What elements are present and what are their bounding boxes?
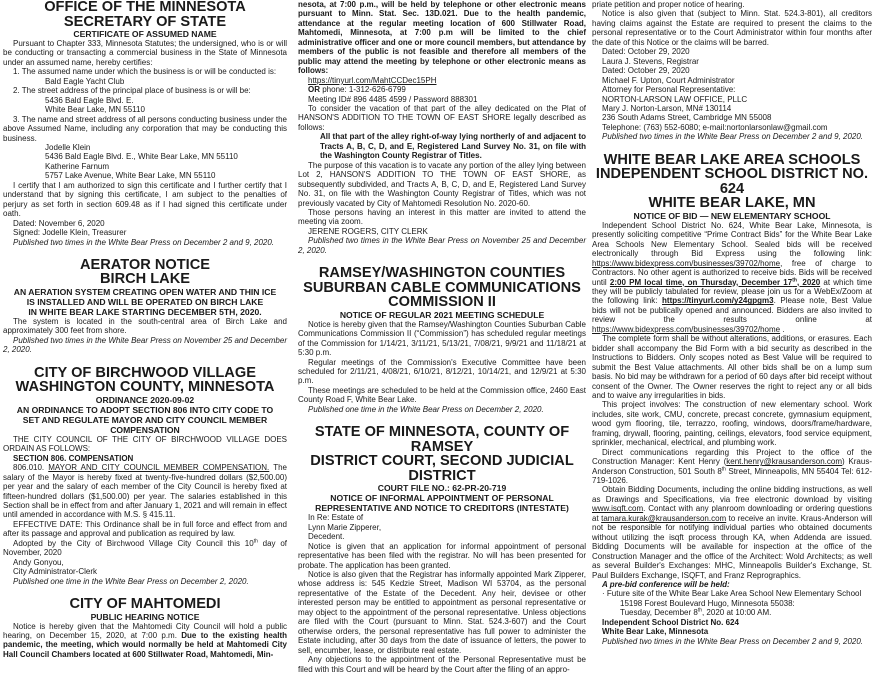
notice-district-court-continued xyxy=(592,0,872,142)
publication-note: Published one time in the White Bear Press on December 2, 2020. xyxy=(308,404,544,414)
paragraph: Those persons having an interest in this matter are invited to attend the meeting via zoom. xyxy=(298,207,586,227)
publication-note: Published two times in the White Bear Press on November 25 and December 2, 2020. xyxy=(298,236,586,255)
paragraph: The system is located in the south-central area of Birch Lake and approximately 300 feet from shore. xyxy=(3,316,287,336)
adopted-text: day of November, 2020 xyxy=(3,538,288,558)
column-3 xyxy=(592,0,872,646)
notice-aerator xyxy=(3,258,287,355)
dated: Dated: November 6, 2020 xyxy=(13,218,105,228)
paragraph: This project involves: The construction of new elementary school. Work includes, site work, CMU, concrete, precast concrete, gymnasium equipment, wood gym flooring, tile, terrazzo, roofing, windows, doors/frame/hardware, framing, drywall, flooring, painting, ceilings, elevators, food service equipment, sprinkler, mechanical, electrical, and plumbing work. xyxy=(592,400,872,448)
paragraph xyxy=(592,448,872,486)
notice-secretary-of-state xyxy=(3,0,287,247)
notice-subtitle: REPRESENTATIVE AND NOTICE TO CREDITORS (INTESTATE) xyxy=(315,503,569,514)
paragraph-text: . xyxy=(780,324,785,334)
email-link[interactable]: kent.henry@krausanderson.com xyxy=(726,457,842,467)
notice-title: BIRCH LAKE xyxy=(100,271,190,288)
paragraph: I certify that I am authorized to sign this certificate and I further certify that I understand that by signing this certificate, I am subject to the penalties of perjury as set forth in section 609.48 as if I had signed this certificate under oath. xyxy=(3,180,287,219)
paragraph: Notice is given that an application for informal appointment of personal representative has been filed with the registrar. No will has been presented for probate. The application has been granted. xyxy=(298,541,586,570)
notice-title: WASHINGTON COUNTY, MINNESOTA xyxy=(15,379,275,396)
legal-description: All that part of the alley right-of-way lying northerly of and adjacent to Tracts A, B, C, D, and E, Registered Land Survey No. 31, on file with the Washington County Registrar of Titles. xyxy=(320,132,586,161)
paragraph: To consider the vacation of that part of the alley dedicated on the Plat of HANSON'S ADDITION TO THE TOWN OF EAST SHORE legally described as follows: xyxy=(298,103,586,132)
paragraph-text: , free of charge to Contractors. No other agent is authorized to receive bids. Bids will be received until xyxy=(592,258,872,287)
dated: Dated: October 29, 2020 xyxy=(602,47,690,57)
section-number: 806.010. xyxy=(13,463,49,473)
superscript: th xyxy=(253,538,258,545)
notice-title: RAMSEY/WASHINGTON COUNTIES xyxy=(318,265,566,282)
notice-subtitle: AN ORDINANCE TO ADOPT SECTION 806 INTO CITY CODE TO xyxy=(16,404,274,415)
column-2 xyxy=(298,0,586,674)
paragraph: priate petition and proper notice of hearing. xyxy=(592,0,745,9)
webex-link[interactable]: https://tinyurl.com/y24gpgm3 xyxy=(662,296,774,306)
paragraph: Pursuant to Chapter 333, Minnesota Statutes; the undersigned, who is or will be conducting or transacting a commercial business in the State of Minnesota under an assumed name, hereby certifies: xyxy=(3,39,287,67)
prebid-heading: A pre-bid conference will be held: xyxy=(602,580,730,590)
paragraph: Notice is hereby given that the Ramsey/Washington Counties Suburban Cable Communications Commission II (“Commission”) has scheduled regular meetings of the Commission for 1/14/21, 3/11/21, 5/13/21, 7/08/21, 9/9/21 and 11/18/21 at 5:30 p.m. xyxy=(298,319,586,358)
notice-subtitle: NOTICE OF BID — NEW ELEMENTARY SCHOOL xyxy=(633,210,831,221)
notice-title: INDEPENDENT SCHOOL DISTRICT NO. 624 xyxy=(595,166,869,197)
phone-line xyxy=(298,85,586,94)
paragraph: Regular meetings of the Commission's Executive Committee have been scheduled for 2/11/21, 4/08/21, 6/10/21, 8/12/21, 10/14/21, and 12/9/21 at 5:30 p.m. xyxy=(298,357,586,386)
publication-note: Published one time in the White Bear Press on December 2, 2020. xyxy=(13,576,249,586)
notice-title: DISTRICT COURT, SECOND JUDICIAL DISTRICT xyxy=(310,453,574,484)
paragraph-text: Notice is hereby given that the Mahtomedi City Council will hold a public hearing, on December 15, 2020, at 7:00 p.m. xyxy=(3,621,287,640)
court-administrator: Michael F. Upton, Court Administrator xyxy=(602,75,735,85)
notice-subtitle: SET AND REGULATE MAYOR AND CITY COUNCIL MEMBER xyxy=(22,414,268,425)
estate-line: Decedent. xyxy=(308,532,345,542)
estate-line: In Re: Estate of xyxy=(308,513,364,523)
dated: Dated: October 29, 2020 xyxy=(602,66,690,76)
meeting-id: Meeting ID# 896 4485 4599 / Password 888301 xyxy=(308,94,478,104)
attorney-address: 236 South Adams Street, Cambridge MN 55008 xyxy=(602,113,772,123)
address-line: 5436 Bald Eagle Blvd. E. xyxy=(45,95,134,105)
notice-title: COMMISSION II xyxy=(388,294,496,311)
paragraph xyxy=(3,463,287,520)
person-name: Katherine Farnum xyxy=(45,161,110,171)
notice-subtitle: NOTICE OF INFORMAL APPOINTMENT OF PERSONAL xyxy=(330,493,554,504)
publication-note: Published two times in the White Bear Press on December 2 and 9, 2020. xyxy=(602,132,864,142)
section-text: The salary of the Mayor is hereby fixed at twenty-five-hundred dollars ($2,500.00) per year and the salary of each member of the City Council is hereby fixed at fifteen-hundred dollars ($1,500.00) per year. The salaries established in this Section shall be in effect from and after January 1, 2021 and will remain in effect until amended in accordance with M.S. § 415.11. xyxy=(3,463,287,520)
paragraph: The purpose of this vacation is to vacate any portion of the alley lying between Lot 2, HANSON'S ADDITION TO THE TOWN OF EAST SHORE, as subsequently subdivided, and Tracts A, B, C, D, and E, Registered Land Survey No. 31, on file with the Washington County Registrar of Titles, which was not previously vacated by City of Mahtomedi Resolution No. 2020-60. xyxy=(298,160,586,208)
paragraph xyxy=(592,221,872,334)
paragraph: Any objections to the appointment of the Personal Representative must be filed with this Court and will be heard by the Court after the filing of an appro- xyxy=(298,655,586,674)
prebid-address: 15198 Forest Boulevard Hugo, Minnesota 55038: xyxy=(620,598,795,608)
notice-title: WHITE BEAR LAKE AREA SCHOOLS xyxy=(603,151,861,168)
notice-birchwood xyxy=(3,366,287,586)
paragraph xyxy=(3,539,287,558)
paragraph-text: . Please note, Best Value bids will not be publically opened and announced. Bidders are also invited to review the results online at xyxy=(592,296,872,325)
signed: Signed: Jodelle Klein, Treasurer xyxy=(13,228,127,238)
bidexpress-link[interactable]: https://www.bidexpress.com/businesses/39702/home xyxy=(592,258,781,268)
notice-title: OFFICE OF THE MINNESOTA xyxy=(44,0,246,15)
prebid-location: · Future site of the White Bear Lake Area School New Elementary School xyxy=(602,589,862,599)
phone-number: phone: 1-312-626-6799 xyxy=(320,85,406,95)
signer-name: Andy Gonyou, xyxy=(13,557,64,567)
paragraph-bold-text: nesota, at 7:00 p.m., will be held by telephone or other electronic means pursuant to Minn. Stat. Sec. 13D.021. Due to the health pandemic, attendance at the regular meeting location of 600 Stillwater Road, Mahtomedi, Minnesota, at 7:00 p.m will be limited to the chief administrative officer and one or more council members, but attendance by members of the public is not feasible and therefore all members of the public may attend the meeting by telephone or other electronic means as follows: xyxy=(298,0,586,76)
attorney-contact: Telephone: (763) 552-6080; e-mail:nortonlarsonlaw@gmail.com xyxy=(602,122,828,132)
date-text: , 2020 at 10:00 AM. xyxy=(701,608,772,618)
paragraph-text: Street, Minneapolis, MN 55404 Tel: 612-719-1026. xyxy=(592,466,872,486)
meeting-link[interactable]: https://tinyurl.com/MahtCCDec15PH xyxy=(308,75,437,85)
superscript: th xyxy=(792,276,797,283)
notice-subtitle: CERTIFICATE OF ASSUMED NAME xyxy=(73,29,217,39)
paragraph: Notice is also given that (subject to Minn. Stat. 524.3-801), all creditors having claims against the Estate are required to present the claims to the personal representative or to the Court Administrator within four months after the date of this Notice or the claims will be barred. xyxy=(592,9,872,47)
notice-mahtomedi-continued xyxy=(298,0,586,255)
paragraph-text: at which time they will be publicly tabulated for review, please join us for a WebEx/Zoom at the following link: xyxy=(592,277,873,306)
paragraph xyxy=(592,485,872,580)
section-title: MAYOR AND CITY COUNCIL MEMBER COMPENSATION. xyxy=(48,463,270,473)
superscript: th xyxy=(721,465,726,472)
notice-subtitle: IS INSTALLED AND WILL BE OPERATED ON BIRCH LAKE xyxy=(26,296,264,307)
notice-title: WHITE BEAR LAKE, MN xyxy=(648,195,816,212)
person-address: 5757 Lake Avenue, White Bear Lake, MN 55110 xyxy=(45,171,216,181)
court-file-number: COURT FILE NO.: 62-PR-20-719 xyxy=(377,483,507,494)
date-text: Tuesday, December 8 xyxy=(620,608,698,618)
notice-title: SECRETARY OF STATE xyxy=(63,13,227,30)
results-link[interactable]: https://www.bidexpress.com/businesses/39702/home xyxy=(592,324,781,334)
signature-city: White Bear Lake, Minnesota xyxy=(602,627,709,637)
notice-subtitle: AN AERATION SYSTEM CREATING OPEN WATER AND THIN ICE xyxy=(13,286,277,297)
attorney-name: Mary J. Norton-Larson, MN# 130114 xyxy=(602,103,732,113)
adopted-text: Adopted by the City of Birchwood Village City Council this 10 xyxy=(13,538,254,548)
paragraph: The complete form shall be without alterations, additions, or erasures. Each bidder shall accompany the Bid Form with a bid security as described in the Instructions to Bidders. Only scopes noted as Best Value will be required to submit the Best Value attachments. All other bids shall be on a lump sum basis. No bid may be withdrawn for a period of 60 days after bid receipt without consent of the Owner. The Owner reserves the right to reject any or all bids and to waive any irregularities in bids. xyxy=(592,334,872,400)
notice-subtitle: IN WHITE BEAR LAKE STARTING DECEMBER 5TH, 2020. xyxy=(28,306,262,317)
notice-title: STATE OF MINNESOTA, COUNTY OF RAMSEY xyxy=(314,424,570,455)
publication-note: Published two times in the White Bear Press on November 25 and December 2, 2020. xyxy=(3,335,287,355)
bid-deadline xyxy=(610,278,820,287)
notice-subtitle: COMPENSATION xyxy=(110,424,180,435)
ordinance-number: ORDINANCE 2020-09-02 xyxy=(95,394,195,405)
deadline-text: , 2020 xyxy=(796,277,821,287)
paragraph-text: Direct communications regarding this Project to the office of the Construction Manager: Kent Henry ( xyxy=(592,447,872,467)
law-firm: NORTON-LARSON LAW OFFICE, PLLC xyxy=(602,94,748,104)
notice-subtitle: PUBLIC HEARING NOTICE xyxy=(90,611,200,622)
paragraph-bold-text: Due to the existing health pandemic, the meeting, which would normally be held at Mahtomedi City Hall Council Chambers located at 600 Stillwater Road, Mahtomedi, Min- xyxy=(3,630,287,659)
notice-title: CITY OF MAHTOMEDI xyxy=(69,596,221,613)
notice-subtitle: NOTICE OF REGULAR 2021 MEETING SCHEDULE xyxy=(339,309,545,320)
paragraph: 2. The street address of the principal place of business is or will be: xyxy=(13,86,251,96)
paragraph: THE CITY COUNCIL OF THE CITY OF BIRCHWOOD VILLAGE DOES ORDAIN AS FOLLOWS: xyxy=(3,434,287,454)
person-name: Jodelle Klein xyxy=(45,142,91,152)
clerk-signature: JERENE ROGERS, CITY CLERK xyxy=(308,226,428,236)
prebid-date xyxy=(592,608,872,617)
or-label: OR xyxy=(308,85,320,95)
section-heading: SECTION 806. COMPENSATION xyxy=(13,453,134,463)
notice-white-bear-lake-schools xyxy=(592,153,872,646)
notice-title: SUBURBAN CABLE COMMUNICATIONS xyxy=(303,279,581,296)
deadline-text: 2:00 PM local time, on Thursday, December 17 xyxy=(609,277,793,287)
signer-title: City Administrator-Clerk xyxy=(13,567,98,577)
publication-note: Published two times in the White Bear Press on December 2 and 9, 2020. xyxy=(602,636,864,646)
notice-title: AERATOR NOTICE xyxy=(80,256,210,273)
assumed-name: Bald Eagle Yacht Club xyxy=(45,76,125,86)
notice-mahtomedi xyxy=(3,597,287,659)
paragraph: These meetings are scheduled to be held at the Commission office, 2460 East County Road F, White Bear Lake. xyxy=(298,385,586,405)
registrar: Laura J. Stevens, Registrar xyxy=(602,56,699,66)
paragraph-text: Independent School District No. 624, White Bear Lake, Minnesota, is presently soliciting competitive “Prime Contract Bids” for the White Bear Lake Area Schools New Elementary School. Sealed bids will be received electronically through Bid Express using the following link: xyxy=(592,220,872,259)
column-1 xyxy=(3,0,287,659)
paragraph-text: . Contact with any planroom downloading or ordering questions at xyxy=(592,504,872,523)
paragraph-text: Obtain Bidding Documents, including the online bidding instructions, as well as Drawings and Specifications, via free electronic download by visiting xyxy=(592,485,872,504)
notice-title: CITY OF BIRCHWOOD VILLAGE xyxy=(34,364,256,381)
paragraph: 3. The name and street address of all persons conducting business under the above Assumed Name, including any corporation that may be conducting this business. xyxy=(3,114,287,143)
email-link[interactable]: tamara.kurak@krausanderson.com xyxy=(601,513,727,523)
paragraph-text: ) Kraus-Anderson Construction, 501 South 8 xyxy=(592,457,872,476)
paragraph xyxy=(3,622,287,660)
address-line: White Bear Lake, MN 55110 xyxy=(45,105,145,115)
decedent-name: Lynn Marie Zipperer, xyxy=(308,522,382,532)
signature-district: Independent School District No. 624 xyxy=(602,617,739,627)
notice-ramsey-washington-cable xyxy=(298,266,586,414)
paragraph-text: to receive an invite. Kraus-Anderson will not be responsible for notifying individual parties who obtained documents without utilizing the isqft process through KA, when Addenda are issued. Bidding Documents will be available for inspection at the office of the Construction Manager and the office of the Architect: Wold Architects; as well as several Builder's Exchanges: MHC, Minneapolis Builder's Exchange, St. Paul Builders Exchange, ISQFT, and Franz Reprographics. xyxy=(592,513,872,580)
notice-district-court xyxy=(298,425,586,674)
paragraph: Notice is also given that the Registrar has informally appointed Mark Zipperer, whose address is: 545 Kedzie Street, Madison WI 53704, as the personal representative of the Estate of the Decedent. Any heir, devisee or other interested person may be entitled to appointment as personal representative or may object to the appointment of the personal representative. Unless objections are filed with the Court (pursuant to Minn. Stat. 524.3-607) and the Court otherwise orders, the personal representative has full power to administer the Estate including, after 30 days from the date of issuance of letters, the power to sell, encumber, lease, or distribute real estate. xyxy=(298,569,586,655)
attorney-label: Attorney for Personal Representative: xyxy=(602,85,736,95)
paragraph: EFFECTIVE DATE: This Ordinance shall be in full force and effect from and after its passage and approval and publication as required by law. xyxy=(3,519,287,539)
publication-note: Published two times in the White Bear Press on December 2 and 9, 2020. xyxy=(13,237,275,247)
paragraph: 1. The assumed name under which the business is or will be conducted is: xyxy=(13,67,277,77)
isqft-link[interactable]: www.isqft.com xyxy=(592,504,644,514)
superscript: th xyxy=(697,607,702,614)
person-address: 5436 Bald Eagle Blvd. E., White Bear Lake, MN 55110 xyxy=(45,152,238,162)
